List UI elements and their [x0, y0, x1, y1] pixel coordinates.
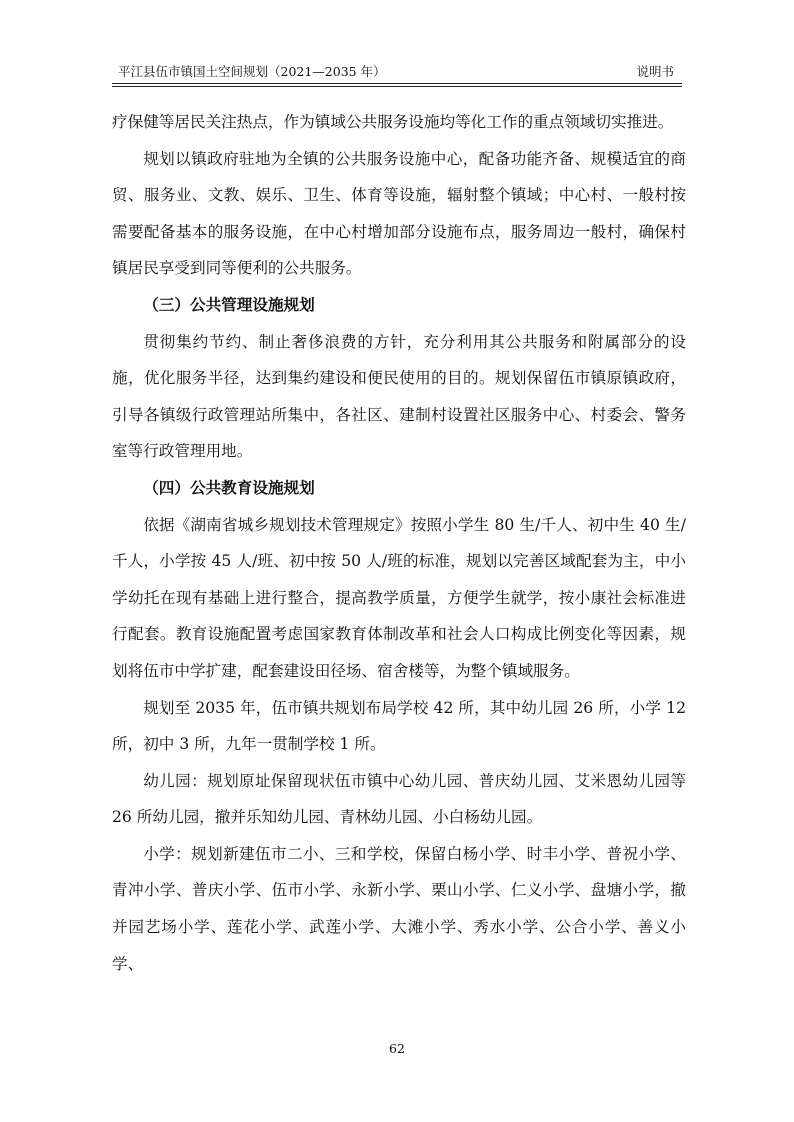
section-heading: （三）公共管理设施规划	[143, 295, 315, 314]
document-section: 说明书	[636, 64, 674, 79]
section-heading: （四）公共教育设施规划	[143, 478, 315, 497]
paragraph: 疗保健等居民关注热点，作为镇域公共服务设施均等化工作的重点领域切实推进。	[112, 113, 674, 131]
paragraph: 依据《湖南省城乡规划技术管理规定》按照小学生 80 生/千人、初中生 40 生/千人，小学按 45 人/班、初中按 50 人/班的标准，规划以完善区域配套为主，中小学幼托在现有基础上进行整合，提高教学质量，方便学生就学，按小康社会标准进行配套。教育设施配置考虑国家教育体制改革和社会人口构成比例变化等因素，规划将伍市中学扩建，配套建设田径场、宿舍楼等，为整个镇域服务。	[112, 515, 686, 680]
body-text	[112, 104, 686, 982]
header-divider-thin	[112, 86, 682, 87]
page-footer	[0, 1040, 794, 1058]
paragraph: 贯彻集约节约、制止奢侈浪费的方针，充分利用其公共服务和附属部分的设施，优化服务半径，达到集约建设和便民使用的目的。规划保留伍市镇原镇政府，引导各镇级行政管理站所集中，各社区、建制村设置社区服务中心、村委会、警务室等行政管理用地。	[112, 332, 686, 461]
paragraph: 规划至 2035 年，伍市镇共规划布局学校 42 所，其中幼儿园 26 所，小学 12 所，初中 3 所，九年一贯制学校 1 所。	[112, 698, 686, 754]
paragraph: 小学：规划新建伍市二小、三和学校，保留白杨小学、时丰小学、普祝小学、青冲小学、普庆小学、伍市小学、永新小学、栗山小学、仁义小学、盘塘小学，撤并园艺场小学、莲花小学、武莲小学、大滩小学、秀水小学、公合小学、善义小学、	[112, 844, 686, 973]
page-number: 62	[389, 1041, 405, 1056]
paragraph: 规划以镇政府驻地为全镇的公共服务设施中心，配备功能齐备、规模适宜的商贸、服务业、文教、娱乐、卫生、体育等设施，辐射整个镇域；中心村、一般村按需要配备基本的服务设施，在中心村增加部分设施布点，服务周边一般村，确保村镇居民享受到同等便利的公共服务。	[112, 149, 686, 278]
header-divider	[112, 83, 682, 84]
page-header	[112, 63, 682, 81]
document-title: 平江县伍市镇国土空间规划（2021—2035 年）	[118, 64, 386, 79]
paragraph: 幼儿园：规划原址保留现状伍市镇中心幼儿园、普庆幼儿园、艾米恩幼儿园等 26 所幼儿园，撤并乐知幼儿园、青林幼儿园、小白杨幼儿园。	[112, 771, 686, 827]
